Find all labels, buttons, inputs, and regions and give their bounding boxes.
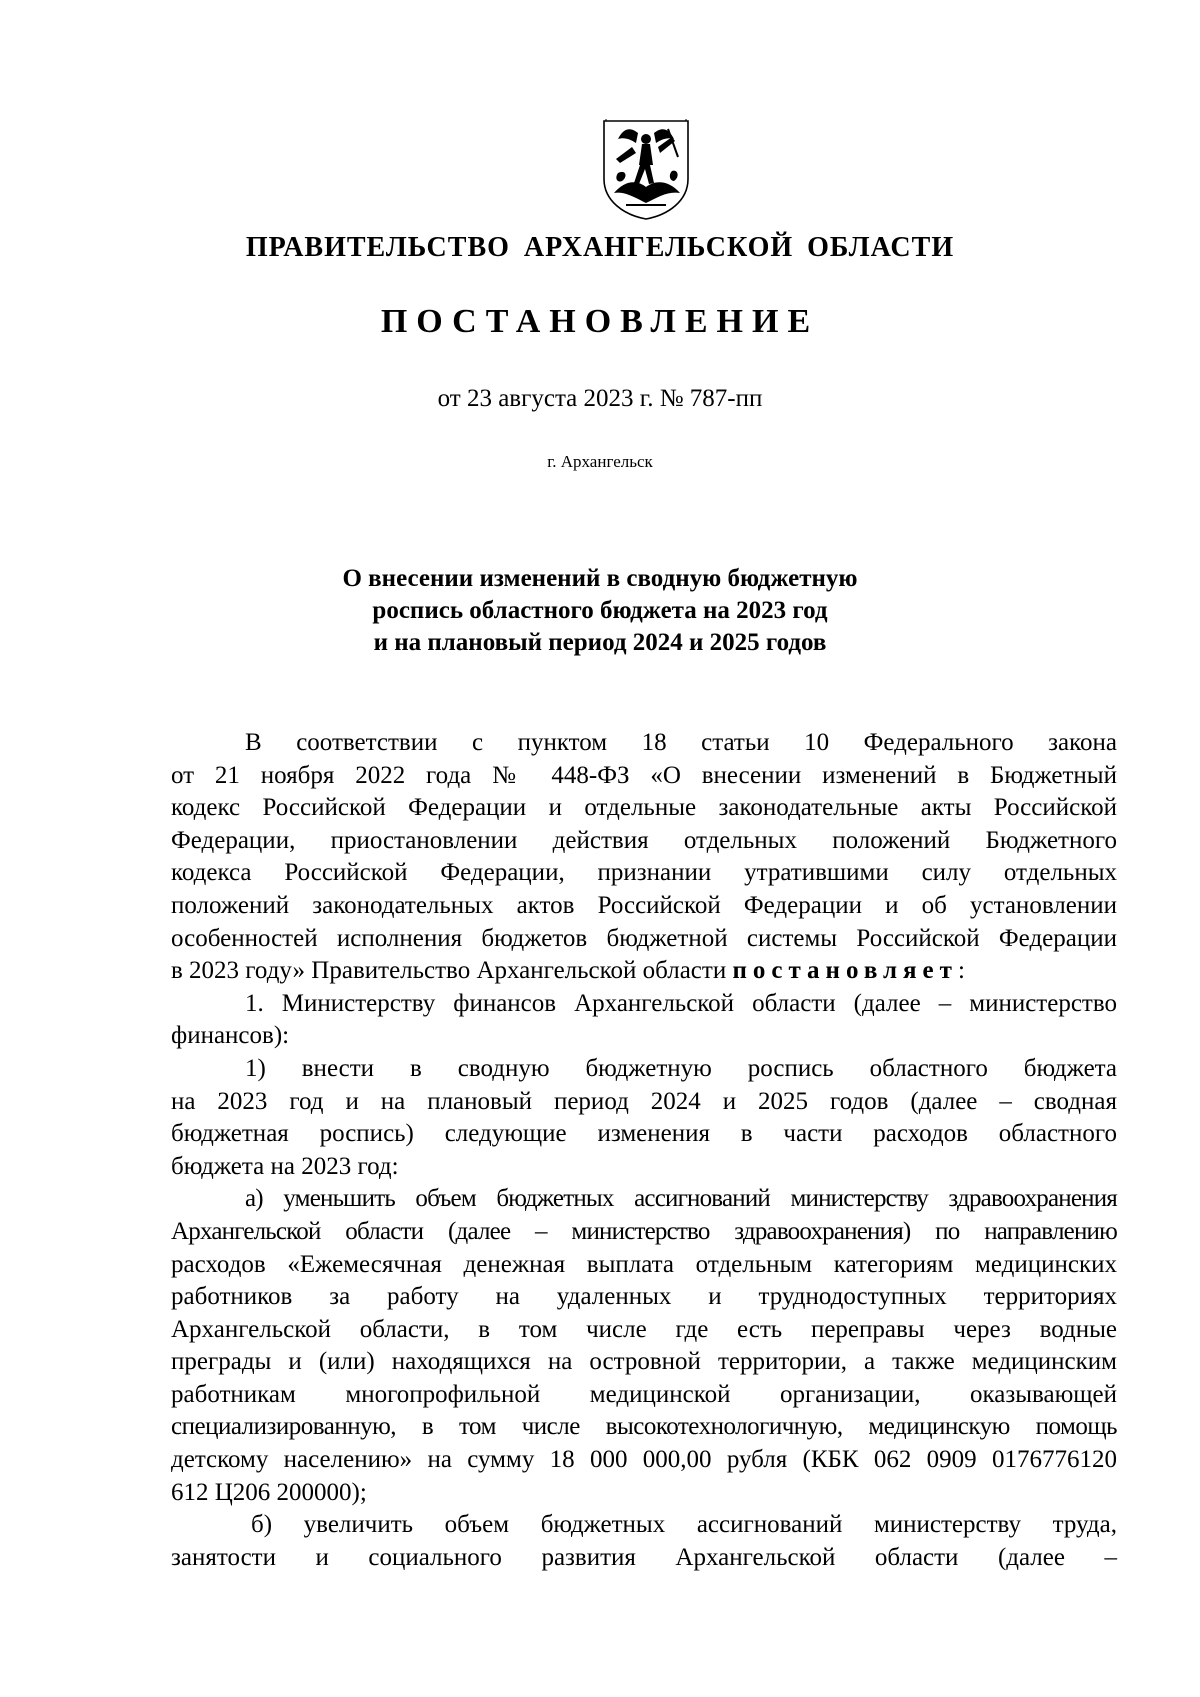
- document-subject: [0, 563, 1200, 659]
- body-line: [171, 955, 1117, 988]
- body-line: бюджетная роспись) следующие изменения в части расходов областного: [171, 1120, 1117, 1148]
- body-line: преграды и (или) находящихся на островной территории, а также медицинским: [171, 1348, 1117, 1376]
- body-text-fragment: в 2023 году» Правительство Архангельской области: [171, 957, 733, 985]
- document-city: г. Архангельск: [547, 452, 653, 471]
- body-line: специализированную, в том числе высокотехнологичную, медицинскую помощь: [171, 1413, 1117, 1441]
- body-line: занятости и социального развития Архангельской области (далее –: [171, 1543, 1117, 1571]
- body-line: работникам многопрофильной медицинской организации, оказывающей: [171, 1380, 1117, 1408]
- document-body: [171, 727, 1117, 1574]
- document-date-number: от 23 августа 2023 г. № 787-пп: [437, 385, 763, 412]
- government-title: ПРАВИТЕЛЬСТВО АРХАНГЕЛЬСКОЙ ОБЛАСТИ: [245, 232, 955, 263]
- body-line: 612 Ц206 200000);: [171, 1478, 367, 1506]
- body-line: кодекса Российской Федерации, признании утратившими силу отдельных: [171, 859, 1117, 887]
- body-line: 1. Министерству финансов Архангельской области (далее – министерство: [245, 989, 1117, 1017]
- body-text-fragment: :: [957, 957, 965, 985]
- body-line: Федерации, приостановлении действия отдельных положений Бюджетного: [171, 826, 1117, 854]
- body-line: особенностей исполнения бюджетов бюджетной системы Российской Федерации: [171, 924, 1117, 952]
- body-line: положений законодательных актов Российской Федерации и об установлении: [171, 891, 1117, 919]
- body-line: Архангельской области, в том числе где есть переправы через водные: [171, 1315, 1117, 1343]
- body-line: расходов «Ежемесячная денежная выплата отдельным категориям медицинских: [171, 1250, 1117, 1278]
- body-line: бюджета на 2023 год:: [171, 1152, 399, 1180]
- body-line: В соответствии с пунктом 18 статьи 10 Федерального закона: [245, 729, 1117, 756]
- subject-line: и на плановый период 2024 и 2025 годов: [373, 629, 827, 656]
- body-line: Архангельской области (далее – министерство здравоохранения) по направлению: [171, 1217, 1117, 1245]
- body-line: а) уменьшить объем бюджетных ассигнований министерству здравоохранения: [245, 1185, 1117, 1213]
- body-line: работников за работу на удаленных и труднодоступных территориях: [171, 1283, 1117, 1311]
- body-line: на 2023 год и на плановый период 2024 и 2025 годов (далее – сводная: [171, 1087, 1117, 1115]
- body-line: б) увеличить объем бюджетных ассигнований министерству труда,: [251, 1511, 1117, 1539]
- body-line: финансов):: [171, 1022, 290, 1050]
- subject-line: роспись областного бюджета на 2023 год: [372, 597, 828, 624]
- body-line: кодекс Российской Федерации и отдельные законодательные акты Российской: [171, 794, 1117, 822]
- document-type: ПОСТАНОВЛЕНИЕ: [380, 303, 820, 340]
- resolution-word: постановляет: [732, 957, 958, 985]
- body-line: детскому населению» на сумму 18 000 000,00 рубля (КБК 062 0909 0176776120: [171, 1446, 1117, 1474]
- coat-of-arms-icon: [598, 117, 694, 221]
- body-line: 1) внести в сводную бюджетную роспись областного бюджета: [245, 1054, 1117, 1082]
- subject-line: О внесении изменений в сводную бюджетную: [342, 565, 858, 592]
- body-line: от 21 ноября 2022 года № 448-ФЗ «О внесении изменений в Бюджетный: [171, 761, 1117, 789]
